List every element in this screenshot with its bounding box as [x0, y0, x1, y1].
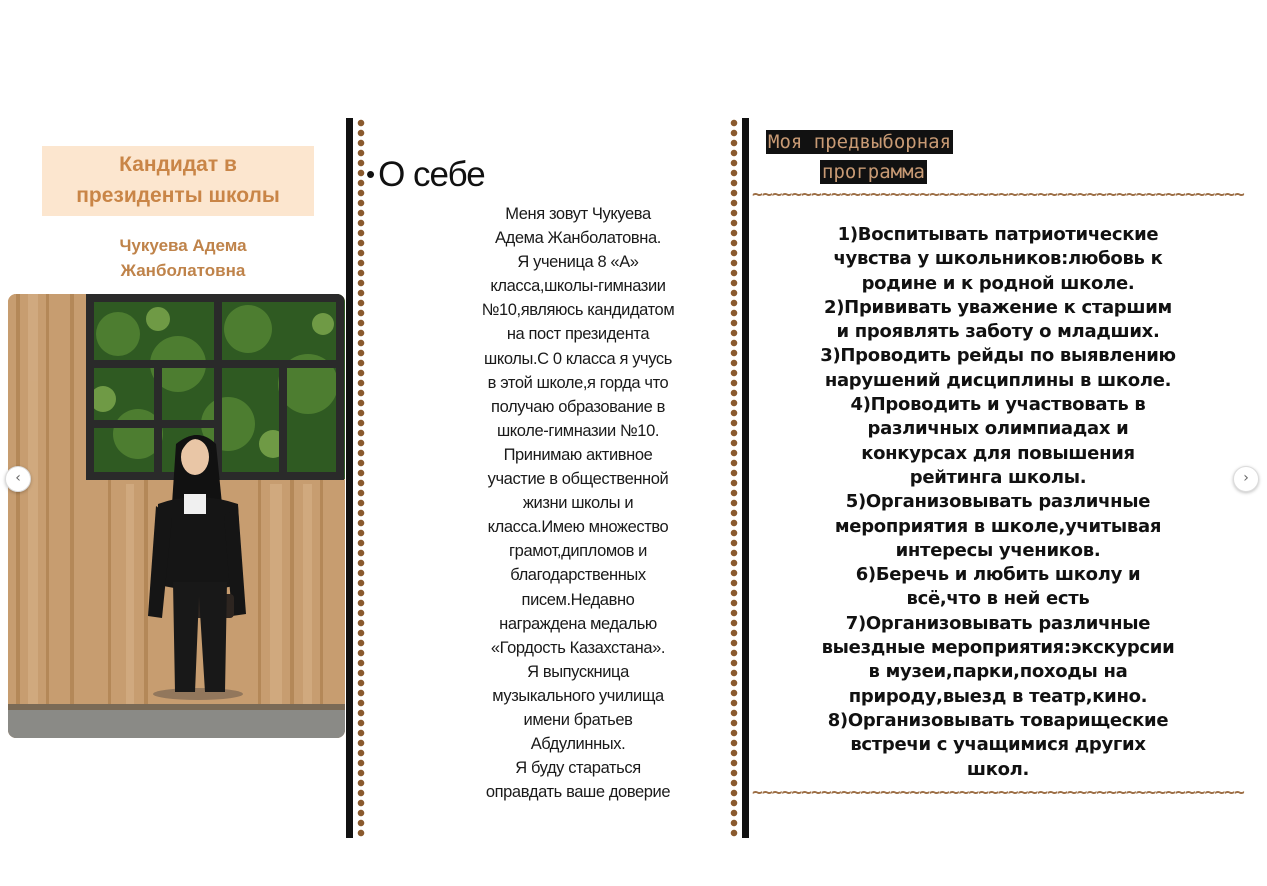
chevron-left-icon[interactable]: ‹ [5, 466, 31, 492]
wavy-divider-bottom: ~~~~~~~~~~~~~~~~~~~~~~~~~~~~~~~~~~~~~~~~~~~~~~~~~~ [752, 786, 1244, 800]
program-text-line: интересы учеников. [895, 539, 1101, 561]
about-text-line: на пост президента [506, 325, 650, 344]
program-text-line: выездные мероприятия:экскурсии [821, 637, 1175, 659]
about-text-line: Абдулинных. [530, 735, 626, 754]
program-text-line: 7)Организовывать различные [845, 612, 1151, 634]
candidate-photo-illustration [8, 294, 345, 738]
about-text-line: Меня зовут Чукуева [505, 205, 651, 223]
about-text-line: писем.Недавно [521, 590, 635, 609]
about-text-line: класса.Имею множество [487, 518, 669, 537]
candidate-name-line-1: Чукуева Адема [119, 236, 247, 255]
program-text-line: нарушений дисциплины в школе. [824, 369, 1172, 391]
program-text [768, 223, 1228, 782]
about-text-line: Принимаю активное [503, 445, 653, 464]
about-text-line: имени братьев [523, 710, 633, 729]
about-text-line: награждена медалью [499, 614, 657, 633]
program-text-line: чувства у школьников:любовь к [833, 248, 1163, 270]
divider-bar [742, 118, 749, 838]
about-text-line: Я ученица 8 «А» [517, 253, 639, 272]
divider-bar [346, 118, 353, 838]
divider-right [730, 118, 752, 838]
bullet-icon: • [366, 159, 375, 189]
about-text-line: получаю образование в [491, 397, 665, 416]
program-text-line: конкурсах для повышения [861, 442, 1135, 464]
divider-dots [357, 118, 365, 838]
program-title-line-1: Моя предвыборная [768, 131, 952, 153]
program-text-line: встречи с учащимися других [850, 734, 1146, 756]
about-text-line: «Гордость Казахстана». [490, 638, 666, 657]
program-text-line: 3)Проводить рейды по выявлению [820, 345, 1176, 367]
program-text-line: всё,что в ней есть [906, 588, 1090, 610]
about-heading-text: О себе [378, 155, 485, 194]
program-text-line: 6)Беречь и любить школу и [855, 564, 1141, 586]
program-text-line: различных олимпиадах и [867, 418, 1129, 440]
about-text-line: в этой школе,я горда что [487, 373, 669, 392]
chevron-right-icon[interactable]: › [1233, 466, 1259, 492]
about-text-line: Я выпускница [527, 662, 629, 681]
about-text-line: школы.С 0 класса я учусь [484, 349, 672, 368]
about-text-line: оправдать ваше доверие [485, 783, 671, 802]
candidate-title-line-2: президенты школы [76, 184, 280, 207]
about-text-line: благодарственных [510, 566, 646, 585]
wavy-divider-top: ~~~~~~~~~~~~~~~~~~~~~~~~~~~~~~~~~~~~~~~~~~~~~~~~~~ [752, 188, 1244, 202]
about-text-line: Я буду стараться [515, 759, 641, 778]
divider-dots [730, 118, 738, 838]
about-text-line: школе-гимназии №10. [496, 421, 660, 440]
about-text-line: класса,школы-гимназии [490, 277, 666, 296]
about-text-line: №10,являюсь кандидатом [481, 301, 675, 320]
about-text-line: Адема Жанболатовна. [495, 229, 661, 248]
candidate-title-box [42, 146, 314, 216]
candidate-photo [8, 294, 345, 738]
program-text-line: 5)Организовывать различные [845, 491, 1151, 513]
about-heading [366, 155, 485, 195]
program-text-line: 1)Воспитывать патриотические [837, 224, 1159, 245]
divider-left [346, 118, 368, 838]
program-text-line: в музеи,парки,походы на [868, 661, 1128, 683]
program-text-line: 8)Организовывать товарищеские [827, 709, 1169, 731]
about-text [462, 202, 694, 804]
about-text-line: грамот,дипломов и [509, 542, 647, 561]
program-text-line: 2)Прививать уважение к старшим [824, 296, 1172, 318]
program-text-line: 4)Проводить и участвовать в [850, 394, 1146, 416]
program-text-line: и проявлять заботу о младших. [836, 321, 1160, 343]
candidate-title-line-1: Кандидат в [119, 153, 237, 176]
program-text-line: родине и к родной школе. [861, 272, 1135, 294]
about-text-line: жизни школы и [522, 494, 634, 513]
program-text-line: мероприятия в школе,учитывая [834, 515, 1162, 537]
program-text-line: школ. [966, 758, 1030, 780]
about-text-line: участие в общественной [487, 470, 669, 489]
about-text-line: музыкального училища [492, 686, 664, 705]
candidate-name-line-2: Жанболатовна [120, 261, 246, 280]
program-title-line-2: программа [822, 161, 925, 183]
program-text-line: природу,выезд в театр,кино. [848, 685, 1148, 707]
program-text-line: рейтинга школы. [909, 466, 1087, 488]
